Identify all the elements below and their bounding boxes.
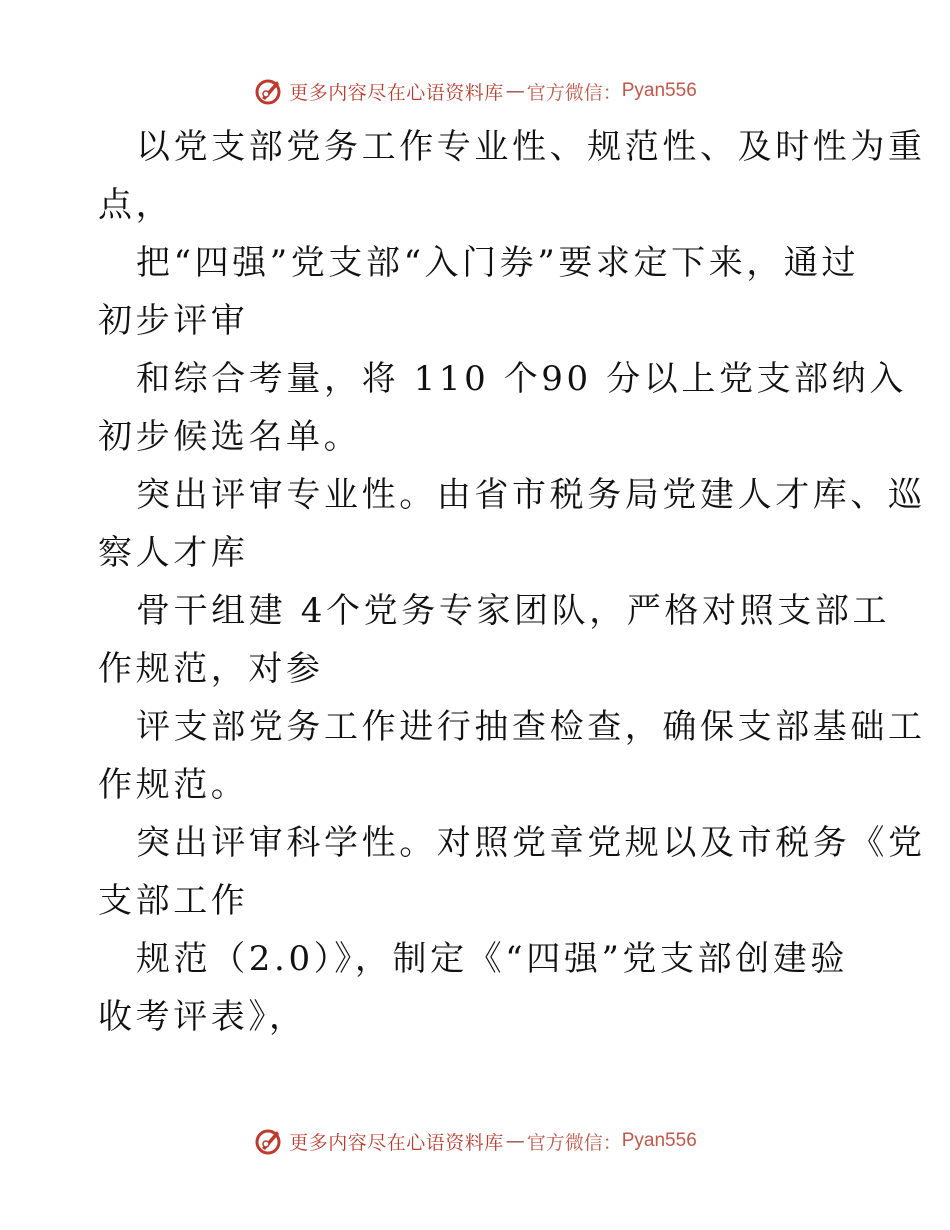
footer-watermark	[0, 1124, 950, 1158]
paragraph-1	[98, 118, 926, 234]
paragraph-line: 作规范。	[98, 765, 249, 805]
paragraph-line: 和综合考量，将 110 个90 分以上党支部纳入	[136, 359, 907, 399]
quill-logo-icon	[253, 1126, 283, 1156]
watermark-contact-id: Pyan556	[621, 1130, 697, 1151]
paragraph-5	[98, 582, 891, 698]
watermark-site-text: 更多内容尽在心语资料库	[289, 1131, 504, 1154]
paragraph-line: 骨干组建 4个党务专家团队，严格对照支部工	[136, 591, 891, 631]
document-body	[98, 118, 926, 1046]
watermark-separator: —	[505, 80, 525, 102]
paragraph-line: 突出评审专业性。由省市税务局党建人才库、巡	[136, 475, 926, 515]
paragraph-line: 收考评表》，	[98, 997, 307, 1037]
paragraph-6	[98, 698, 926, 814]
paragraph-line: 作规范，对参	[98, 649, 324, 689]
paragraph-line: 察人才库	[98, 533, 249, 573]
paragraph-2	[98, 234, 858, 350]
watermark-contact-text: 官方微信：	[526, 1131, 622, 1154]
paragraph-line: 突出评审科学性。对照党章党规以及市税务《党	[136, 823, 926, 863]
watermark-contact-text: 官方微信：	[526, 81, 622, 104]
paragraph-line: 初步候选名单。	[98, 417, 362, 457]
paragraph-line: 评支部党务工作进行抽查检查，确保支部基础工	[136, 707, 926, 747]
paragraph-line: 初步评审	[98, 301, 249, 341]
paragraph-line: 规范（2.0）》，制定《“四强”党支部创建验	[136, 939, 849, 979]
paragraph-line: 支部工作	[98, 881, 249, 921]
paragraph-line: 点，	[98, 185, 174, 225]
paragraph-7	[98, 814, 926, 930]
watermark-site-text: 更多内容尽在心语资料库	[289, 81, 504, 104]
quill-logo-icon	[253, 76, 283, 106]
paragraph-3	[98, 350, 907, 466]
watermark-separator: —	[505, 1130, 525, 1152]
paragraph-line: 以党支部党务工作专业性、规范性、及时性为重	[136, 127, 926, 167]
header-watermark	[0, 74, 950, 108]
paragraph-4	[98, 466, 926, 582]
paragraph-line: 把“四强”党支部“入门券”要求定下来，通过	[136, 243, 860, 283]
watermark-contact-id: Pyan556	[621, 80, 697, 101]
paragraph-8	[98, 930, 858, 1046]
